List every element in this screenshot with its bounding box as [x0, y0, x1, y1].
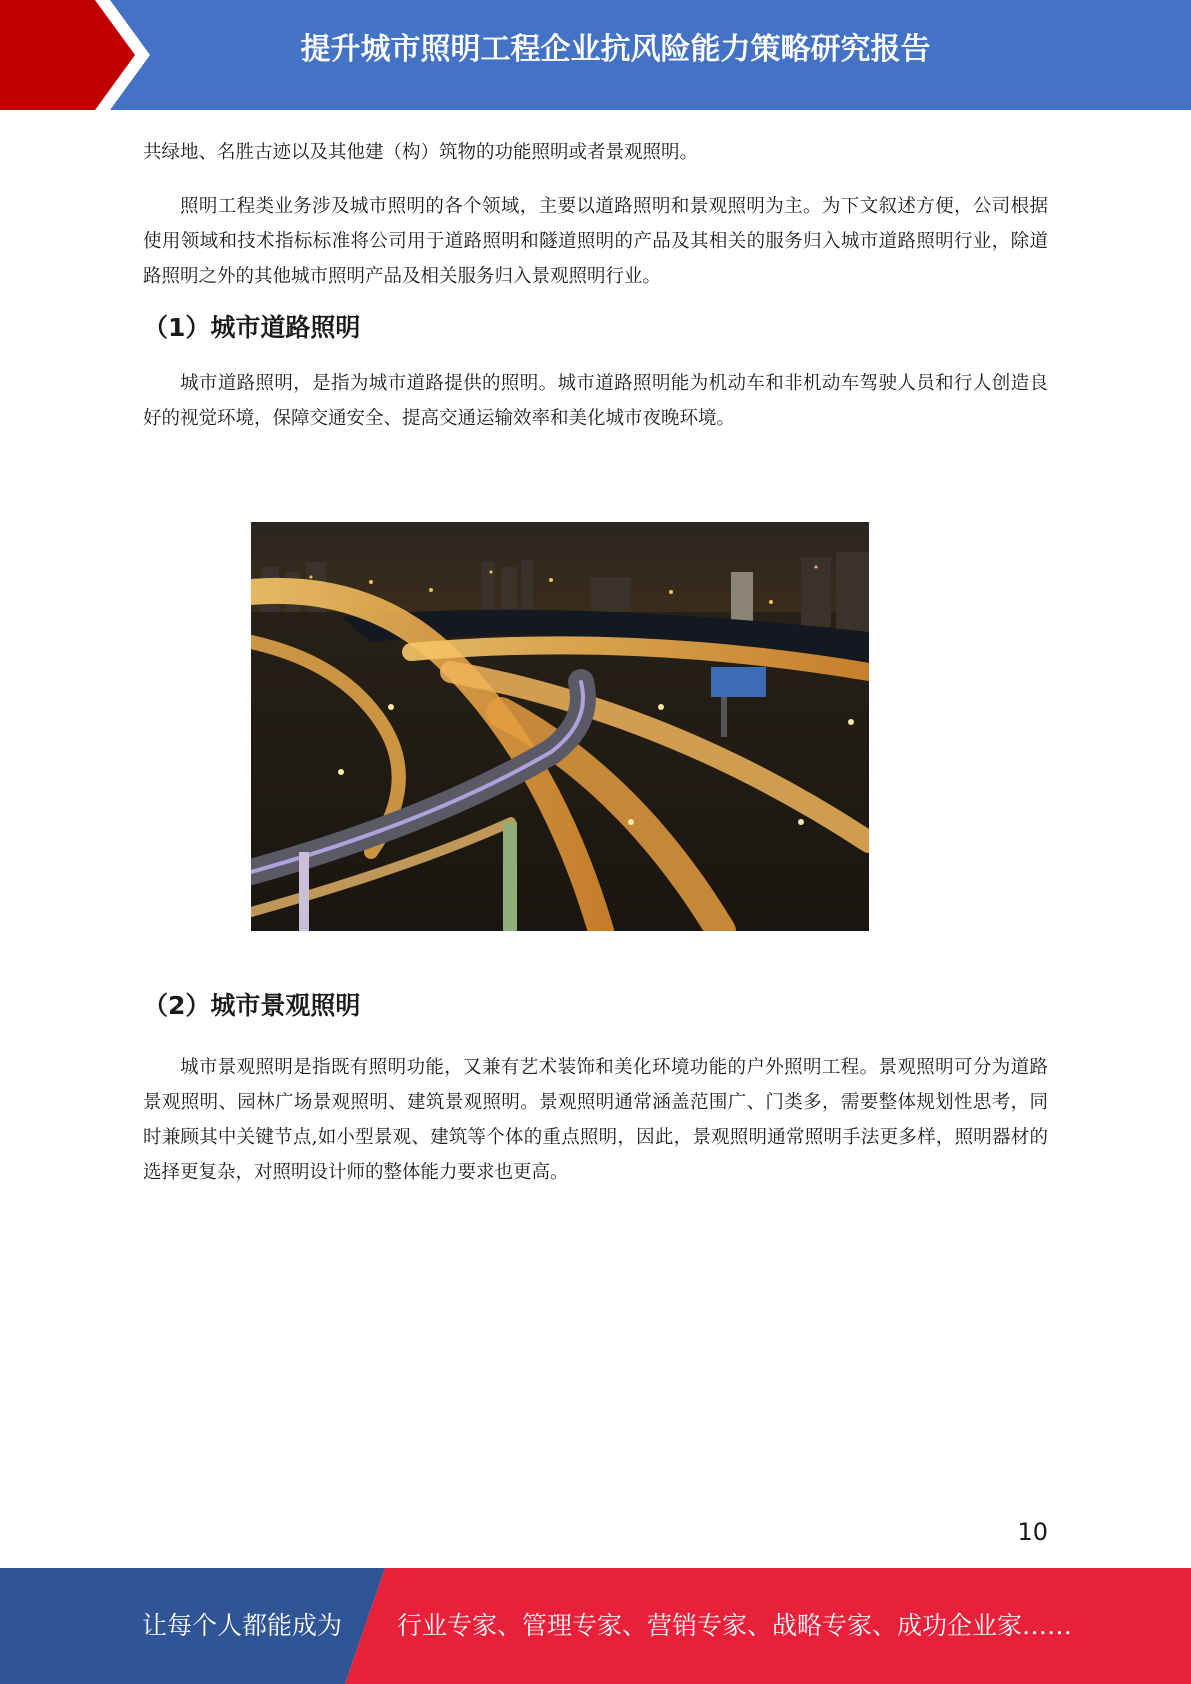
page-header — [0, 0, 1191, 110]
page-content-lower — [143, 988, 1048, 1190]
footer-slogan-left: 让每个人都能成为 — [142, 1611, 343, 1640]
section1-heading: （1）城市道路照明 — [143, 313, 361, 342]
section2-paragraph: 城市景观照明是指既有照明功能，又兼有艺术装饰和美化环境功能的户外照明工程。景观照明可分为道路景观照明、园林广场景观照明、建筑景观照明。景观照明通常涵盖范围广、门类多，需要整体规划性思考，同时兼顾其中关键节点,如小型景观、建筑等个体的重点照明，因此，景观照明通常照明手法更多样，照明器材的选择更复杂，对照明设计师的整体能力要求也更高。 — [143, 1057, 1048, 1183]
paragraph-continuation: 共绿地、名胜古迹以及其他建（构）筑物的功能照明或者景观照明。 — [143, 142, 699, 163]
night-interchange-illustration — [251, 522, 869, 931]
section1-paragraph: 城市道路照明，是指为城市道路提供的照明。城市道路照明能为机动车和非机动车驾驶人员和行人创造良好的视觉环境，保障交通安全、提高交通运输效率和美化城市夜晚环境。 — [143, 373, 1048, 429]
page-footer — [0, 1568, 1191, 1684]
page-number: 10 — [1017, 1518, 1048, 1546]
road-interchange-photo — [251, 522, 869, 931]
section2-heading: （2）城市景观照明 — [143, 991, 361, 1020]
paragraph-intro: 照明工程类业务涉及城市照明的各个领域，主要以道路照明和景观照明为主。为下文叙述方便，公司根据使用领域和技术指标标准将公司用于道路照明和隧道照明的产品及其相关的服务归入城市道路照明行业，除道路照明之外的其他城市照明产品及相关服务归入景观照明行业。 — [143, 196, 1048, 287]
footer-slogan-right: 行业专家、管理专家、营销专家、战略专家、成功企业家…… — [397, 1611, 1073, 1640]
report-title: 提升城市照明工程企业抗风险能力策略研究报告 — [300, 32, 931, 67]
page-content — [143, 135, 1048, 436]
